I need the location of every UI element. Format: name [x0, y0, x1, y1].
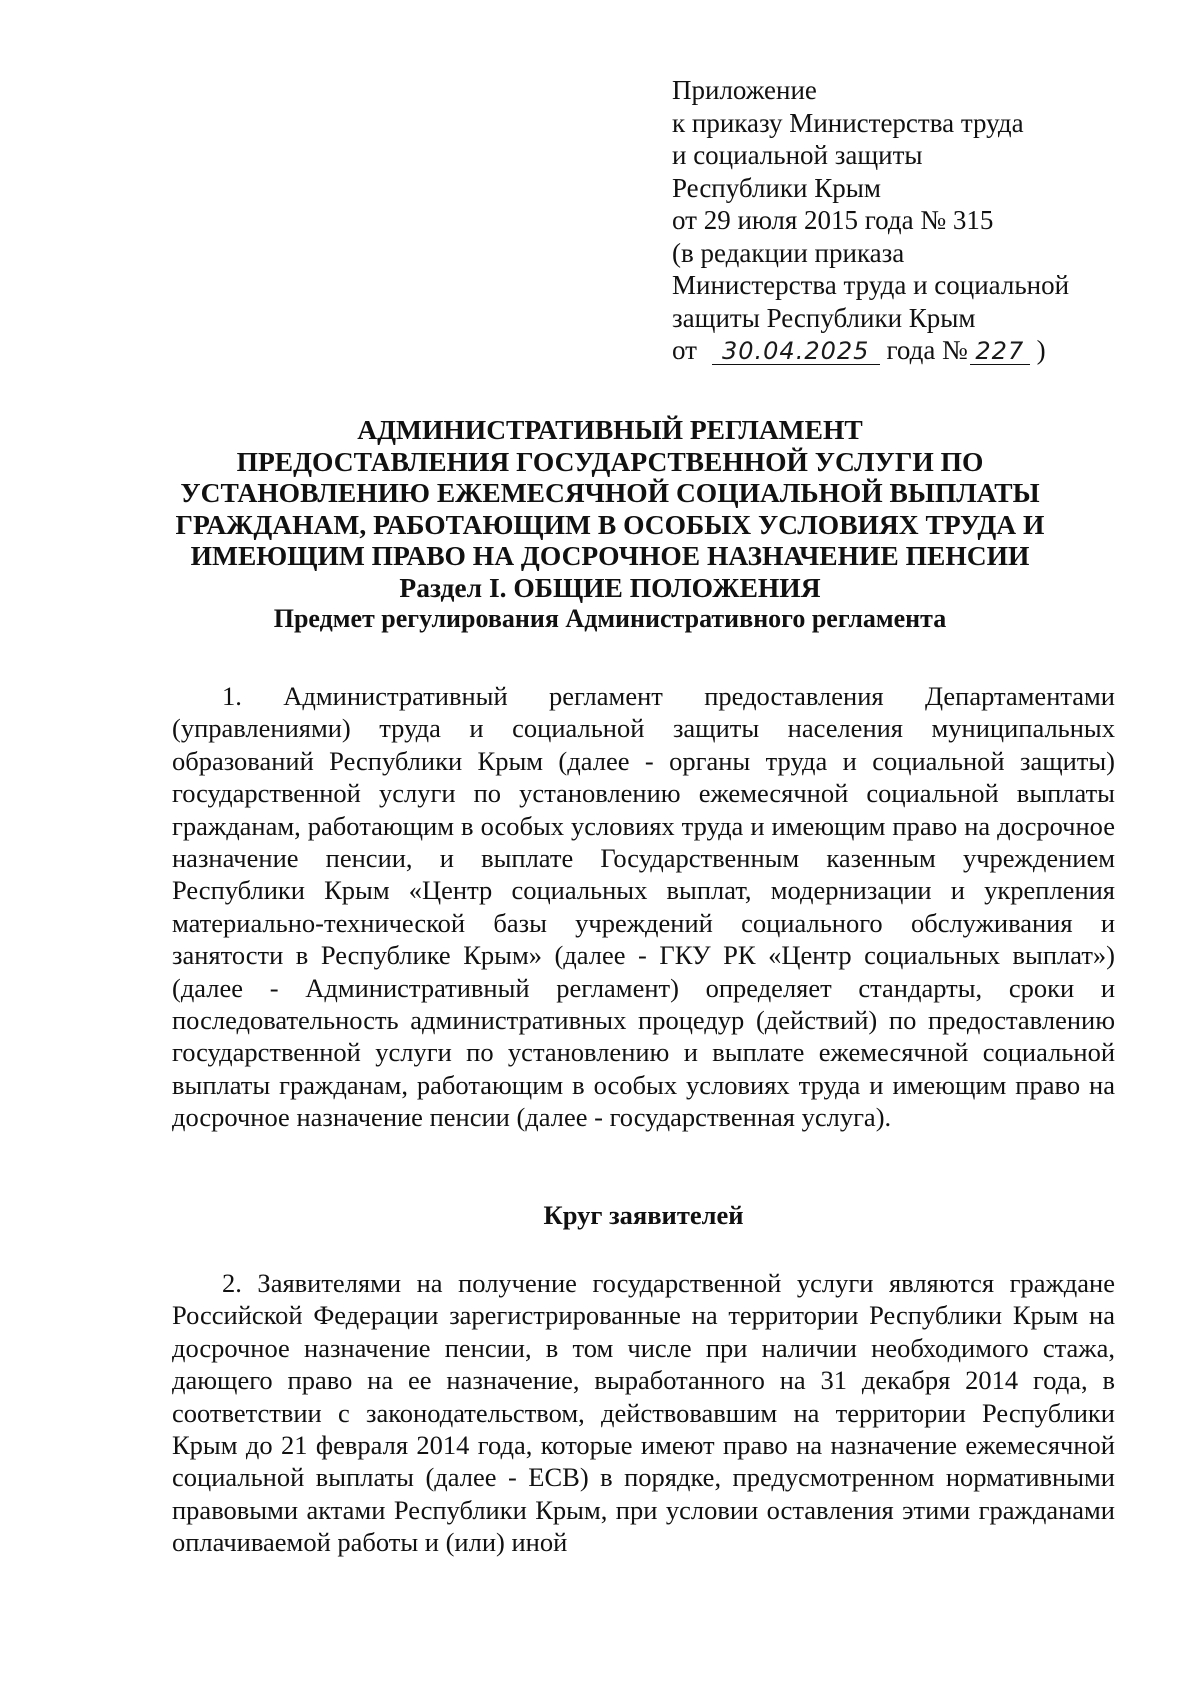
applicants-heading: Круг заявителей: [543, 1200, 744, 1230]
appendix-line: от 29 июля 2015 года № 315: [672, 205, 994, 235]
document-title: [150, 414, 1070, 635]
paragraph-text: 2. Заявителями на получение государственной услуги являются граждане Российской Федерации зарегистрированные на территории Республики Крым на досрочное назначение пенсии, в том числе при наличии необходимого стажа, дающего право на ее назначение, выработанного на 31 декабря 2014 года, в соответствии с законодательством, действовавшим на территории Республики Крым до 21 февраля 2014 года, которые имеют право на назначение ежемесячной социальной выплаты (далее - ЕСВ) в порядке, предусмотренном нормативными правовыми актами Республики Крым, при условии оставления этими гражданами оплачиваемой работы и (или) иной: [172, 1268, 1115, 1558]
title-line: ПРЕДОСТАВЛЕНИЯ ГОСУДАРСТВЕННОЙ УСЛУГИ ПО: [236, 445, 984, 477]
paragraph-1: [172, 680, 1115, 1134]
handwritten-order-number: 227: [970, 338, 1030, 365]
order-prefix: от: [672, 335, 697, 365]
appendix-line: защиты Республики Крым: [672, 302, 976, 333]
appendix-line: Приложение: [672, 75, 817, 105]
title-line: УСТАНОВЛЕНИЮ ЕЖЕМЕСЯЧНОЙ СОЦИАЛЬНОЙ ВЫПЛАТЫ: [180, 477, 1040, 508]
section-heading: Раздел I. ОБЩИЕ ПОЛОЖЕНИЯ: [399, 571, 821, 603]
order-mid: года №: [886, 335, 968, 365]
handwritten-date: 30.04.2025: [712, 338, 880, 365]
appendix-order-line: [672, 334, 1132, 367]
paragraph-text: 1. Административный регламент предоставления Департаментами (управлениями) труда и социальной защиты населения муниципальных образований Республики Крым (далее - органы труда и социальной защиты) государственной услуги по установлению ежемесячной социальной выплаты гражданам, работающим в особых условиях труда и имеющим право на досрочное назначение пенсии, и выплате Государственным казенным учреждением Республики Крым «Центр социальных выплат, модернизации и укрепления материально-технической базы учреждений социального обслуживания и занятости в Республике Крым» (далее - ГКУ РК «Центр социальных выплат») (далее - Административный регламент) определяет стандарты, сроки и последовательность административных процедур (действий) по предоставлению государственной услуги по установлению и выплате ежемесячной социальной выплаты гражданам, работающим в особых условиях труда и имеющим право на досрочное назначение пенсии (далее - государственная услуга).: [172, 681, 1115, 1133]
title-line: ИМЕЮЩИМ ПРАВО НА ДОСРОЧНОЕ НАЗНАЧЕНИЕ ПЕНСИИ: [190, 540, 1030, 571]
appendix-note: [672, 74, 1132, 367]
title-line: ГРАЖДАНАМ, РАБОТАЮЩИМ В ОСОБЫХ УСЛОВИЯХ ТРУДА И: [175, 508, 1045, 540]
order-suffix: ): [1036, 335, 1046, 365]
paragraph-2: [172, 1267, 1115, 1559]
appendix-line: Республики Крым: [672, 172, 881, 203]
title-line: АДМИНИСТРАТИВНЫЙ РЕГЛАМЕНТ: [357, 414, 863, 445]
appendix-line: (в редакции приказа: [672, 237, 905, 268]
subsection-heading: Предмет регулирования Административного регламента: [273, 604, 947, 633]
appendix-line: к приказу Министерства труда: [672, 107, 1024, 138]
appendix-line: и социальной защиты: [672, 140, 923, 170]
appendix-line: Министерства труда и социальной: [672, 270, 1070, 300]
